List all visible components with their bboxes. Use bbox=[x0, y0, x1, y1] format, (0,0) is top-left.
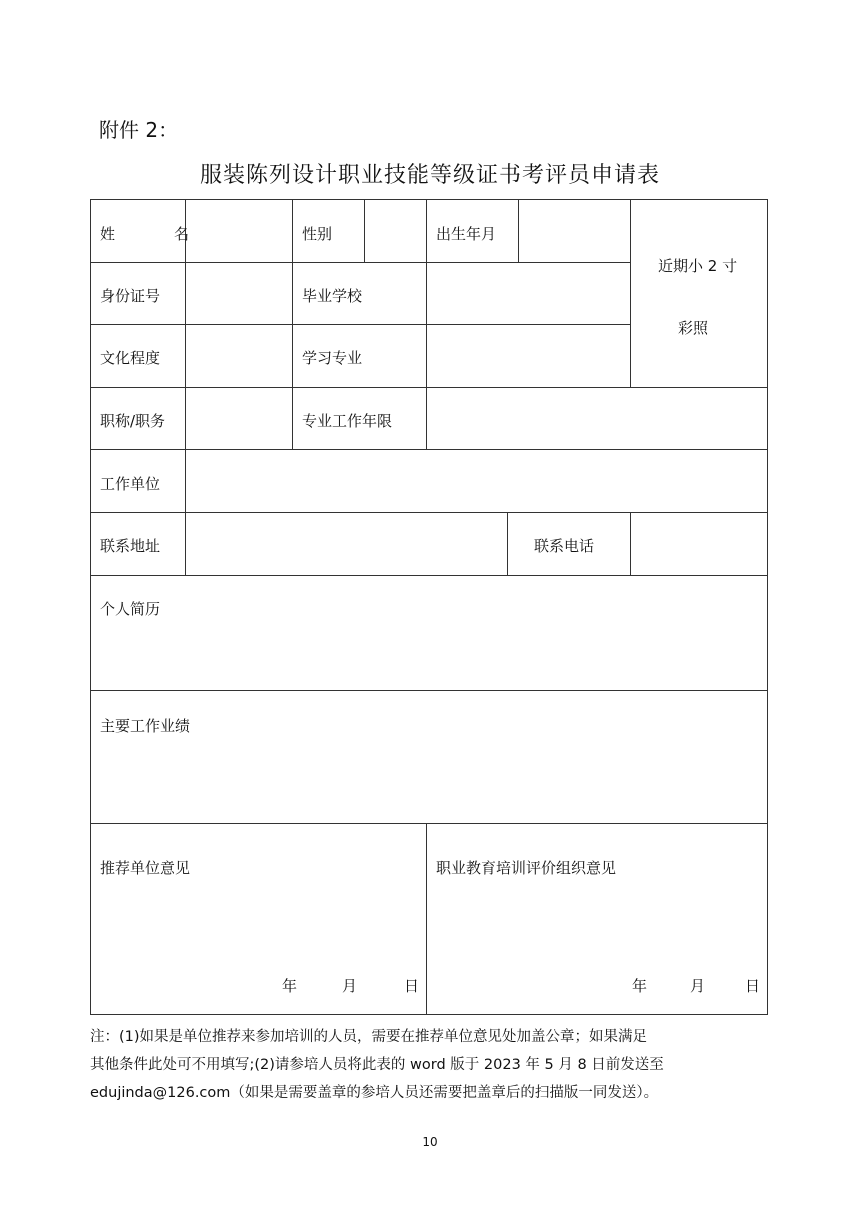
col-line bbox=[518, 199, 519, 262]
col-line bbox=[630, 199, 631, 387]
date-year: 年 bbox=[282, 977, 298, 995]
label-name: 姓 名 bbox=[100, 225, 212, 243]
footnote bbox=[90, 1023, 780, 1107]
col-line bbox=[630, 512, 631, 575]
table-border-top bbox=[90, 199, 768, 200]
label-birth: 出生年月 bbox=[436, 225, 497, 243]
date-day: 日 bbox=[745, 977, 761, 995]
row-line bbox=[90, 575, 768, 576]
label-photo-color: 彩照 bbox=[678, 319, 709, 337]
label-school: 毕业学校 bbox=[302, 287, 363, 305]
label-major: 学习专业 bbox=[302, 349, 363, 367]
date-day: 日 bbox=[404, 977, 420, 995]
label-photo: 近期小 2 寸 bbox=[658, 257, 738, 275]
date-month: 月 bbox=[690, 977, 706, 995]
label-id-number: 身份证号 bbox=[100, 287, 161, 305]
row-line bbox=[90, 324, 630, 325]
row-line bbox=[90, 512, 768, 513]
footnote-line: 注：(1)如果是单位推荐来参加培训的人员，需要在推荐单位意见处加盖公章；如果满足 bbox=[90, 1029, 648, 1045]
date-month: 月 bbox=[342, 977, 358, 995]
form-title: 服装陈列设计职业技能等级证书考评员申请表 bbox=[199, 163, 660, 188]
row-line bbox=[90, 823, 768, 824]
table-border-right bbox=[767, 199, 768, 1015]
label-title-position: 职称/职务 bbox=[100, 412, 166, 430]
date-year: 年 bbox=[632, 977, 648, 995]
col-line bbox=[507, 512, 508, 575]
row-line bbox=[90, 387, 768, 388]
label-recommend-opinion: 推荐单位意见 bbox=[100, 859, 191, 877]
page-number: 10 bbox=[422, 1135, 438, 1149]
row-line bbox=[90, 449, 768, 450]
label-address: 联系地址 bbox=[100, 537, 161, 555]
label-education: 文化程度 bbox=[100, 349, 161, 367]
application-form-table bbox=[90, 199, 768, 1015]
row-line bbox=[90, 262, 630, 263]
col-line bbox=[426, 199, 427, 449]
col-line bbox=[292, 199, 293, 449]
table-border-left bbox=[90, 199, 91, 1015]
col-line bbox=[185, 449, 186, 575]
label-resume: 个人简历 bbox=[100, 600, 161, 618]
row-line bbox=[90, 690, 768, 691]
footnote-line: edujinda@126.com（如果是需要盖章的参培人员还需要把盖章后的扫描版一同发送）。 bbox=[90, 1085, 659, 1101]
label-employer: 工作单位 bbox=[100, 475, 161, 493]
label-phone: 联系电话 bbox=[534, 537, 595, 555]
label-org-opinion: 职业教育培训评价组织意见 bbox=[436, 859, 617, 877]
label-achievements: 主要工作业绩 bbox=[100, 717, 191, 735]
table-border-bottom bbox=[90, 1014, 768, 1015]
label-gender: 性别 bbox=[302, 225, 333, 243]
label-work-years: 专业工作年限 bbox=[302, 412, 393, 430]
attachment-label: 附件 2： bbox=[99, 118, 179, 142]
col-line bbox=[426, 823, 427, 1015]
col-line bbox=[364, 199, 365, 262]
footnote-line: 其他条件此处可不用填写;(2)请参培人员将此表的 word 版于 2023 年 5 月 8 日前发送至 bbox=[90, 1057, 664, 1073]
